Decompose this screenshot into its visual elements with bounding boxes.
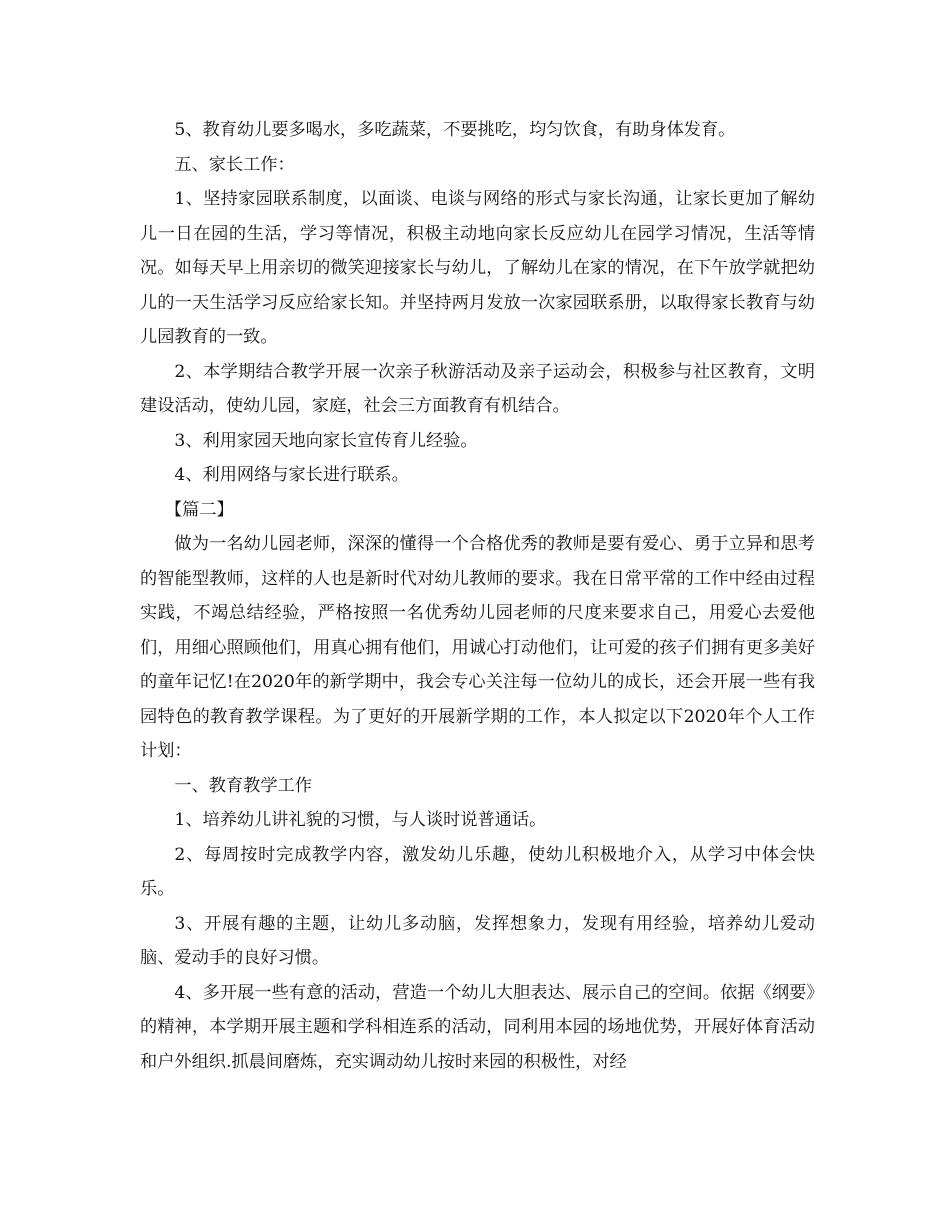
document-body xyxy=(140,113,815,1079)
paragraph-item-1-manners: 1、培养幼儿讲礼貌的习惯，与人谈时说普通话。 xyxy=(174,810,547,830)
paragraph-item-4-online-contact: 4、利用网络与家长进行联系。 xyxy=(174,465,409,485)
paragraph-item-5-diet: 5、教育幼儿要多喝水，多吃蔬菜，不要挑吃，均匀饮食，有助身体发育。 xyxy=(174,120,736,140)
paragraph-item-4-activities: 4、多开展一些有意的活动，营造一个幼儿大胆表达、展示自己的空间。依据《纲要》的精神，本学期开展主题和学科相连系的活动，同利用本园的场地优势，开展好体育活动和户外组织.抓晨间磨炼，充实调动幼儿按时来园的积极性，对经 xyxy=(140,982,815,1072)
paragraph-item-2-parent-child-activities: 2、本学期结合教学开展一次亲子秋游活动及亲子运动会，积极参与社区教育，文明建设活动，使幼儿园，家庭，社会三方面教育有机结合。 xyxy=(140,361,815,416)
paragraph-intro-teacher: 做为一名幼儿园老师，深深的懂得一个合格优秀的教师是要有爱心、勇于立异和思考的智能型教师，这样的人也是新时代对幼儿教师的要求。我在日常平常的工作中经由过程实践，不竭总结经验，严格按照一名优秀幼儿园老师的尺度来要求自己，用爱心去爱他们，用细心照顾他们，用真心拥有他们，用诚心打动他们，让可爱的孩子们拥有更多美好的童年记忆!在2020年的新学期中，我会专心关注每一位幼儿的成长，还会开展一些有我园特色的教育教学课程。为了更好的开展新学期的工作，本人拟定以下2020年个人工作计划： xyxy=(140,534,815,761)
paragraph-item-1-home-contact: 1、坚持家园联系制度，以面谈、电谈与网络的形式与家长沟通，让家长更加了解幼儿一日在园的生活，学习等情况，积极主动地向家长反应幼儿在园学习情况，生活等情况。如每天早上用亲切的微笑迎接家长与幼儿，了解幼儿在家的情况，在下午放学就把幼儿的一天生活学习反应给家长知。并坚持两月发放一次家园联系册，以取得家长教育与幼儿园教育的一致。 xyxy=(140,189,815,347)
section-heading-parent-work: 五、家长工作： xyxy=(174,154,295,175)
section-heading-teaching-work: 一、教育教学工作 xyxy=(174,775,312,796)
paragraph-item-3-themes: 3、开展有趣的主题，让幼儿多动脑，发挥想象力，发现有用经验，培养幼儿爱动脑、爱动手的良好习惯。 xyxy=(140,913,815,968)
paragraph-item-2-weekly-teaching: 2、每周按时完成教学内容，激发幼儿乐趣，使幼儿积极地介入，从学习中体会快乐。 xyxy=(140,844,815,899)
paragraph-item-3-parenting-tips: 3、利用家园天地向家长宣传育儿经验。 xyxy=(174,430,478,451)
section-marker-part-two: 【篇二】 xyxy=(164,499,234,520)
